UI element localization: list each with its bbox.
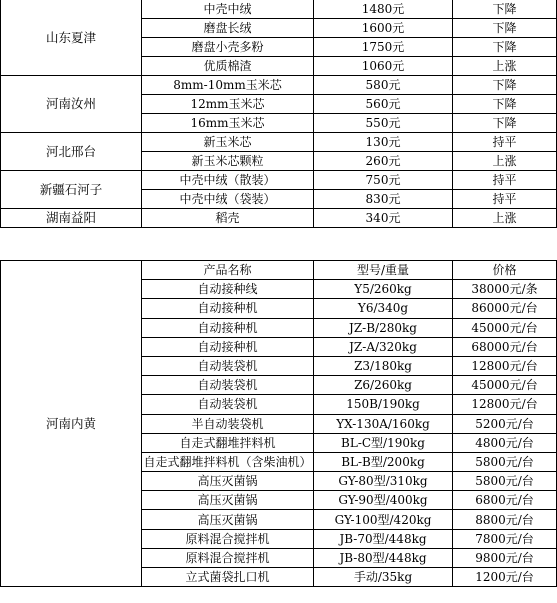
product-name-cell: 立式菌袋扎口机	[142, 568, 314, 587]
price-cell: 12800元/台	[453, 395, 557, 414]
price-cell: 5200元/台	[453, 414, 557, 433]
price-cell: 830元	[314, 190, 453, 209]
price-cell: 6800元/台	[453, 491, 557, 510]
product-name-cell: 自动接种机	[142, 318, 314, 337]
product-name-cell: 自动接种机	[142, 337, 314, 356]
equipment-table-body	[1, 261, 557, 587]
model-cell: Z6/260kg	[314, 376, 453, 395]
product-cell: 中壳中绒	[142, 0, 314, 19]
product-cell: 8mm-10mm玉米芯	[142, 76, 314, 95]
price-cell: 9800元/台	[453, 548, 557, 567]
product-name-cell: 原料混合搅拌机	[142, 529, 314, 548]
model-cell: JB-80型/448kg	[314, 548, 453, 567]
table-row	[1, 209, 557, 228]
table-row	[1, 76, 557, 95]
region-cell: 新疆石河子	[1, 171, 142, 209]
trend-cell: 上涨	[453, 209, 557, 228]
price-cell: 1060元	[314, 57, 453, 76]
price-cell: 5800元/台	[453, 472, 557, 491]
model-cell: GY-100型/420kg	[314, 510, 453, 529]
trend-cell: 持平	[453, 171, 557, 190]
price-table-raw-materials	[0, 0, 557, 228]
price-cell: 1200元/台	[453, 568, 557, 587]
trend-cell: 下降	[453, 76, 557, 95]
product-cell: 优质棉渣	[142, 57, 314, 76]
region-cell: 河南内黄	[1, 261, 142, 587]
product-name-cell: 半自动装袋机	[142, 414, 314, 433]
model-cell: Y6/340g	[314, 299, 453, 318]
model-cell: JB-70型/448kg	[314, 529, 453, 548]
table-gap	[0, 241, 557, 260]
table-row	[1, 0, 557, 19]
product-cell: 磨盘长绒	[142, 19, 314, 38]
region-cell: 湖南益阳	[1, 209, 142, 228]
product-name-cell: 自动装袋机	[142, 395, 314, 414]
trend-cell: 下降	[453, 19, 557, 38]
price-cell: 260元	[314, 152, 453, 171]
product-cell: 中壳中绒（袋装）	[142, 190, 314, 209]
trend-cell: 上涨	[453, 57, 557, 76]
trend-cell: 持平	[453, 190, 557, 209]
price-cell: 1750元	[314, 38, 453, 57]
price-cell: 130元	[314, 133, 453, 152]
product-name-cell: 原料混合搅拌机	[142, 548, 314, 567]
product-cell: 磨盘小壳多粉	[142, 38, 314, 57]
product-cell: 16mm玉米芯	[142, 114, 314, 133]
model-cell: BL-B型/200kg	[314, 452, 453, 471]
model-cell: 150B/190kg	[314, 395, 453, 414]
price-cell: 340元	[314, 209, 453, 228]
price-cell: 550元	[314, 114, 453, 133]
price-cell: 4800元/台	[453, 433, 557, 452]
product-cell: 12mm玉米芯	[142, 95, 314, 114]
product-name-cell: 自走式翻堆拌料机（含柴油机）	[142, 452, 314, 471]
product-name-cell: 高压灭菌锅	[142, 472, 314, 491]
price-cell: 12800元/台	[453, 356, 557, 375]
region-cell: 山东夏津	[1, 0, 142, 76]
model-cell: 手动/35kg	[314, 568, 453, 587]
price-cell: 1480元	[314, 0, 453, 19]
price-cell: 86000元/台	[453, 299, 557, 318]
trend-cell: 上涨	[453, 152, 557, 171]
price-cell: 580元	[314, 76, 453, 95]
trend-cell: 下降	[453, 0, 557, 19]
table-row	[1, 171, 557, 190]
price-cell: 5800元/台	[453, 452, 557, 471]
product-cell: 新玉米芯颗粒	[142, 152, 314, 171]
price-cell: 38000元/条	[453, 280, 557, 299]
model-cell: YX-130A/160kg	[314, 414, 453, 433]
model-cell: GY-90型/400kg	[314, 491, 453, 510]
product-cell: 新玉米芯	[142, 133, 314, 152]
model-cell: Y5/260kg	[314, 280, 453, 299]
model-cell: GY-80型/310kg	[314, 472, 453, 491]
region-cell: 河南汝州	[1, 76, 142, 133]
product-name-cell: 高压灭菌锅	[142, 510, 314, 529]
price-cell: 1600元	[314, 19, 453, 38]
model-cell: Z3/180kg	[314, 356, 453, 375]
product-name-cell: 自动接种机	[142, 299, 314, 318]
region-cell: 河北邢台	[1, 133, 142, 171]
product-cell: 稻壳	[142, 209, 314, 228]
price-cell: 8800元/台	[453, 510, 557, 529]
product-name-cell: 高压灭菌锅	[142, 491, 314, 510]
price-cell: 560元	[314, 95, 453, 114]
price-cell: 45000元/台	[453, 318, 557, 337]
column-header-model: 型号/重量	[314, 261, 453, 280]
price-cell: 45000元/台	[453, 376, 557, 395]
product-name-cell: 自动装袋机	[142, 356, 314, 375]
model-cell: JZ-A/320kg	[314, 337, 453, 356]
model-cell: BL-C型/190kg	[314, 433, 453, 452]
column-header-price: 价格	[453, 261, 557, 280]
product-cell: 中壳中绒（散装）	[142, 171, 314, 190]
product-name-cell: 自动接种线	[142, 280, 314, 299]
header-row	[1, 261, 557, 280]
price-table-body	[1, 0, 557, 228]
table-row	[1, 133, 557, 152]
model-cell: JZ-B/280kg	[314, 318, 453, 337]
column-header-name: 产品名称	[142, 261, 314, 280]
trend-cell: 下降	[453, 95, 557, 114]
trend-cell: 持平	[453, 133, 557, 152]
price-cell: 750元	[314, 171, 453, 190]
price-table-equipment	[0, 260, 557, 587]
product-name-cell: 自动装袋机	[142, 376, 314, 395]
price-cell: 68000元/台	[453, 337, 557, 356]
product-name-cell: 自走式翻堆拌料机	[142, 433, 314, 452]
trend-cell: 下降	[453, 38, 557, 57]
price-cell: 7800元/台	[453, 529, 557, 548]
trend-cell: 下降	[453, 114, 557, 133]
